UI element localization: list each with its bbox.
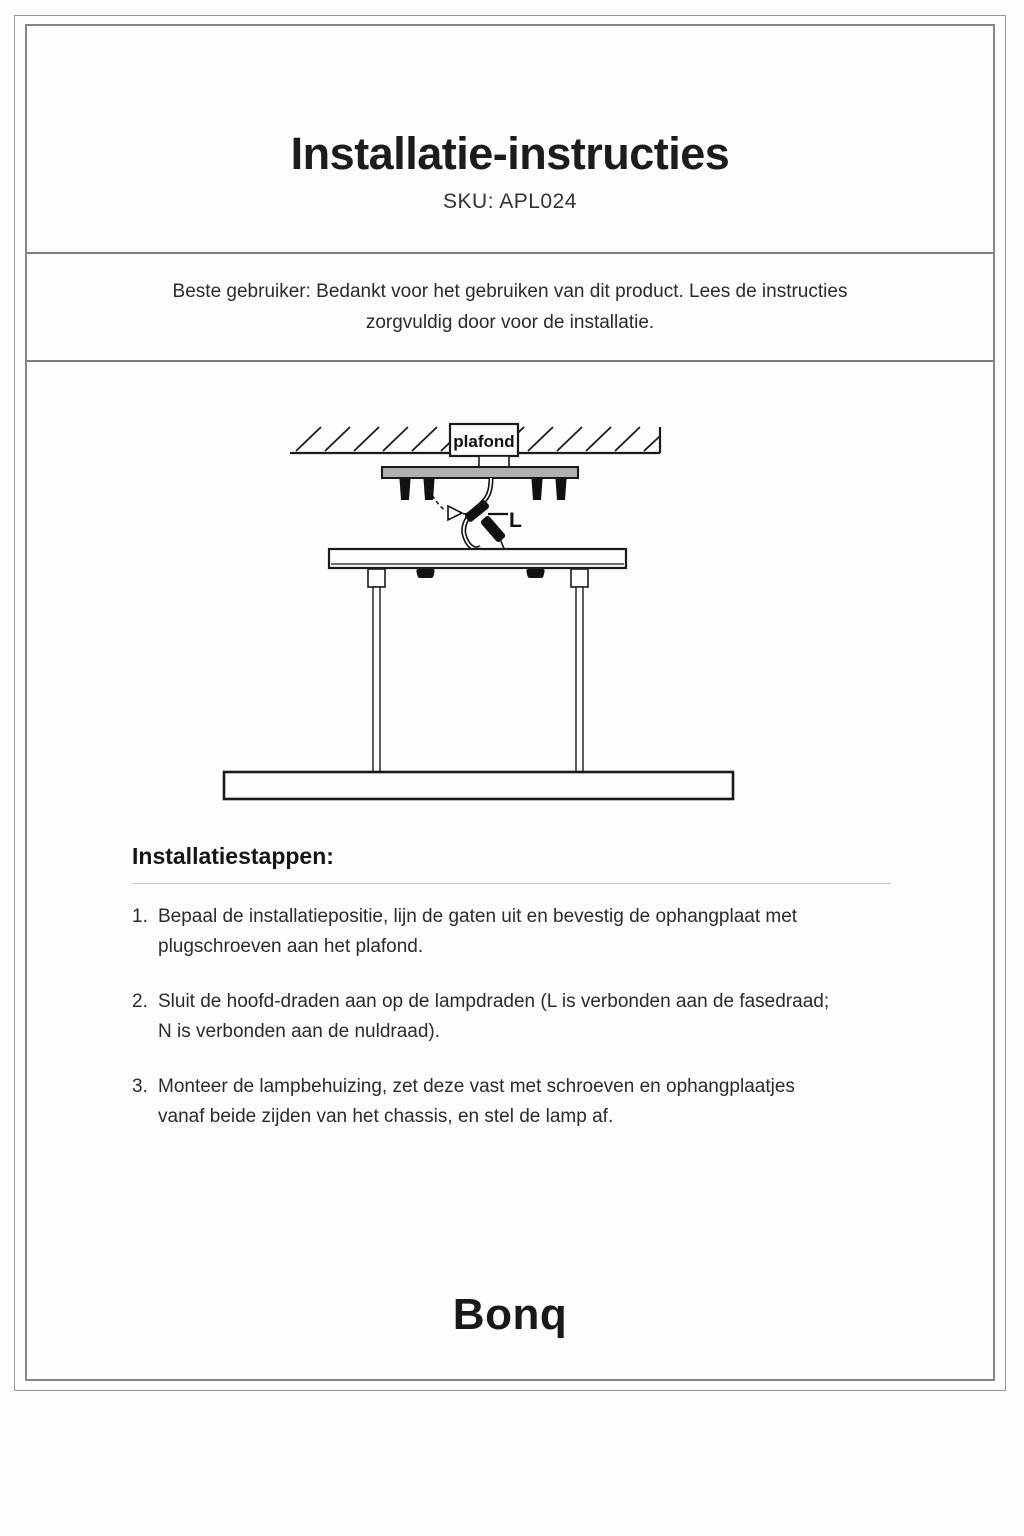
heading-divider	[132, 883, 891, 884]
suspension-rods	[373, 587, 583, 772]
ceiling-label: plafond	[453, 432, 515, 451]
step-item-1	[132, 902, 942, 962]
step-text	[158, 902, 942, 962]
ceiling-label-box	[450, 424, 518, 456]
mounting-clips	[416, 569, 544, 578]
notice-line-2: zorgvuldig door voor de installatie.	[365, 312, 655, 333]
mounting-plate	[382, 467, 578, 478]
steps-heading: Installatiestappen:	[132, 843, 334, 869]
sku-label: SKU: APL024	[443, 190, 577, 213]
inner-border-frame	[25, 24, 995, 1381]
live-wire-label: L	[509, 509, 522, 532]
plug-screws	[400, 479, 567, 500]
arrowhead-icon	[448, 506, 462, 520]
outer-border-frame	[14, 15, 1006, 1391]
step-text	[158, 987, 942, 1047]
step-item-2	[132, 987, 942, 1047]
page-title: Installatie-instructies	[290, 128, 730, 179]
step-number: 2.	[132, 991, 148, 1012]
step-3-line-1: Monteer de lampbehuizing, zet deze vast met schroeven en ophangplaatjes	[158, 1076, 795, 1097]
lamp-housing	[224, 772, 733, 799]
header-section	[27, 26, 993, 254]
step-text	[158, 1072, 942, 1132]
wire-connector-lower	[480, 515, 507, 543]
step-1-line-1: Bepaal de installatiepositie, lijn de gaten uit en bevestig de ophangplaat met	[158, 906, 798, 927]
content-section	[27, 362, 993, 1379]
dashed-arrow	[429, 489, 471, 520]
chassis-bar	[329, 549, 626, 568]
installation-diagram	[200, 400, 800, 810]
step-3-line-2: vanaf beide zijden van het chassis, en stel de lamp af.	[158, 1106, 614, 1127]
rod-holders	[368, 569, 588, 587]
step-number: 1.	[132, 906, 148, 927]
notice-text	[173, 276, 848, 338]
step-2-line-1: Sluit de hoofd-draden aan op de lampdraden (L is verbonden aan de fasedraad;	[158, 991, 830, 1012]
step-2-line-2: N is verbonden aan de nuldraad).	[158, 1021, 441, 1042]
brand-logo: Bonq	[452, 1290, 568, 1339]
step-item-3	[132, 1072, 942, 1132]
step-1-line-2: plugschroeven aan het plafond.	[158, 936, 424, 957]
step-number: 3.	[132, 1076, 148, 1097]
steps-list	[132, 902, 942, 1157]
notice-line-1: Beste gebruiker: Bedankt voor het gebruiken van dit product. Lees de instructies	[172, 281, 848, 302]
notice-section	[27, 254, 993, 362]
